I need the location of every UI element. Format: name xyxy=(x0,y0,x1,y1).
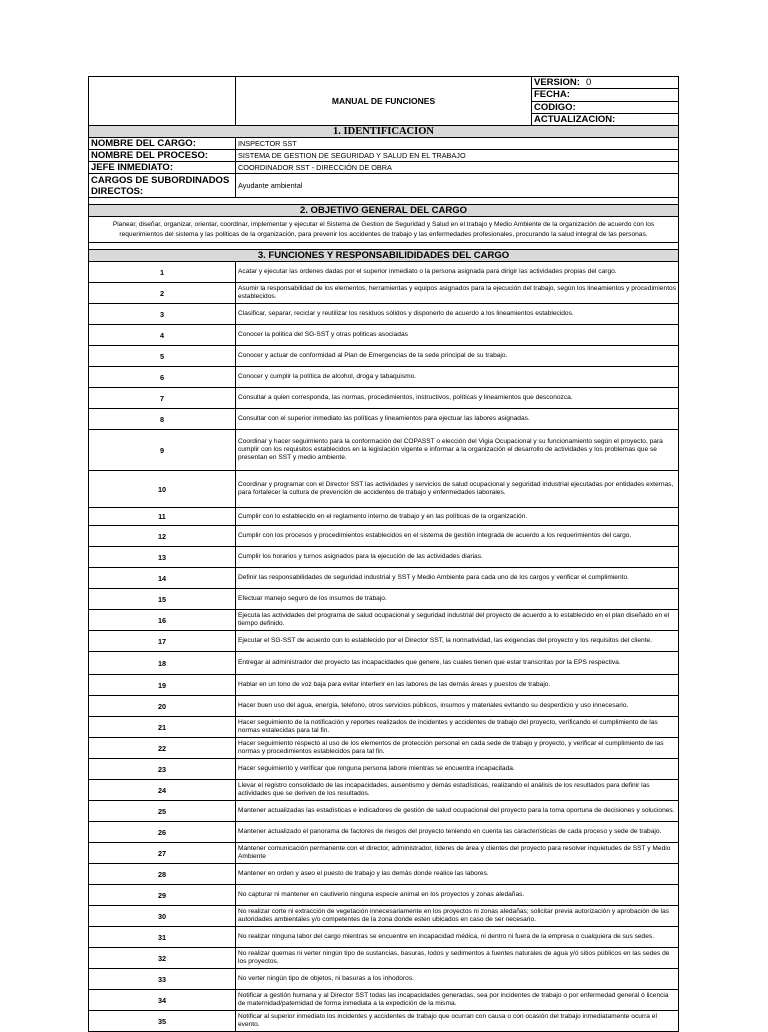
jefe-value: COORDINADOR SST - DIRECCIÓN DE OBRA xyxy=(236,162,679,174)
function-row xyxy=(89,948,679,969)
function-number: 32 xyxy=(89,948,236,969)
function-row xyxy=(89,325,679,346)
spacer xyxy=(89,198,679,205)
function-row xyxy=(89,526,679,547)
function-row xyxy=(89,717,679,738)
function-text: No capturar ni mantener en cautiverio ninguna especie animal en los proyectos y zonas aledañas. xyxy=(236,885,679,906)
function-row xyxy=(89,304,679,325)
objetivo-text: Planear, diseñar, organizar, orientar, coordinar, implementar y ejecutar el Sistema de Gestion de Seguridad y Salud en el trabajo y Medio Ambiente de la organización de acuerdo con los requerimientos del sistema y las politicas de la organización, para prevenir los accidentes de trabajo y las enfermedades profesionales, procurando la salud integral de las personas. xyxy=(89,217,679,243)
function-number: 6 xyxy=(89,367,236,388)
function-row xyxy=(89,547,679,568)
function-row xyxy=(89,346,679,367)
function-number: 9 xyxy=(89,430,236,471)
cargo-value: INSPECTOR SST xyxy=(236,138,679,150)
function-text: No realizar corte ni extracción de vegetación innecesariamente en los proyectos ni zonas aledañas; solicitar previa autorización y aprobación de las autoridades ambientales y/o competentes de la zona donde esten ubicados en caso de ser necesario. xyxy=(236,906,679,927)
function-number: 34 xyxy=(89,990,236,1011)
function-text: Ejecuta las actividades del programa de salud ocupacional y seguridad industrial del proyecto de acuerdo a lo establecido en el plan diseñado en el tiempo definido. xyxy=(236,610,679,631)
identification-table xyxy=(88,125,679,262)
function-text: Efectuar manejo seguro de los insumos de trabajo. xyxy=(236,589,679,610)
function-number: 5 xyxy=(89,346,236,367)
function-number: 3 xyxy=(89,304,236,325)
function-number: 17 xyxy=(89,631,236,652)
function-row xyxy=(89,262,679,283)
cargo-label: NOMBRE DEL CARGO: xyxy=(89,138,236,150)
function-number: 2 xyxy=(89,283,236,304)
function-number: 13 xyxy=(89,547,236,568)
function-text: Mantener comunicación permanente con el director, administrador, líderes de área y clientes del proyecto para resolver inquietudes de SST y Medio Ambiente xyxy=(236,843,679,864)
function-number: 1 xyxy=(89,262,236,283)
function-row xyxy=(89,864,679,885)
function-text: Hacer seguimiento respecto al uso de los elementos de protección personal en cada sede de trabajo y proyecto, y verificar el cumplimiento de las normas y procedimientos establecidos para tal fin. xyxy=(236,738,679,759)
subordinados-value: Ayudante ambiental xyxy=(236,174,679,198)
function-row xyxy=(89,990,679,1011)
function-number: 8 xyxy=(89,409,236,430)
function-row xyxy=(89,508,679,526)
function-number: 21 xyxy=(89,717,236,738)
codigo-field: CODIGO: xyxy=(532,101,679,113)
function-number: 16 xyxy=(89,610,236,631)
function-row xyxy=(89,589,679,610)
function-number: 20 xyxy=(89,696,236,717)
function-text: Asumir la responsabilidad de los elementos, herramientas y equipos asignados para la ejecución del trabajo, según los lineamientos y procedimientos establecidos. xyxy=(236,283,679,304)
function-row xyxy=(89,367,679,388)
function-text: No realizar quemas ni verter ningún tipo de sustancias, basuras, lodos y sedimentos a fuentes naturales de agua y/ó sitios públicos en las sedes de los proyectos. xyxy=(236,948,679,969)
function-row xyxy=(89,969,679,990)
proceso-label: NOMBRE DEL PROCESO: xyxy=(89,150,236,162)
function-text: Mantener actualizadas las estadísticas e indicadores de gestión de salud ocupacional del proyecto para la toma oportuna de decisiones y soluciones. xyxy=(236,801,679,822)
function-row xyxy=(89,388,679,409)
function-row xyxy=(89,471,679,508)
function-text: Hacer buen uso del agua, energía, telefono, otros servicios públicos, insumos y materiales evitando su desperdicio y uso innecesario. xyxy=(236,696,679,717)
function-row xyxy=(89,1011,679,1032)
function-text: Hacer seguimiento de la notificación y reportes realizados de incidentes y accidentes de trabajo del proyecto, verificando el cumplimiento de las normas estalecidas para tal fin. xyxy=(236,717,679,738)
actualizacion-field: ACTUALIZACION: xyxy=(532,113,679,125)
function-row xyxy=(89,801,679,822)
function-number: 23 xyxy=(89,759,236,780)
function-text: Conocer la politica del SG-SST y otras politicas asociadas xyxy=(236,325,679,346)
function-text: No verter ningún tipo de objetos, ni basuras a los inhodoros. xyxy=(236,969,679,990)
function-text: Hablar en un tono de voz baja para evitar interferir en las labores de las demás áreas y puestos de trabajo. xyxy=(236,675,679,696)
function-number: 35 xyxy=(89,1011,236,1032)
functions-manual-sheet xyxy=(88,76,678,1032)
function-text: Clasificar, separar, reciclar y reutilizar los residuos sólidos y disponerlo de acuerdo a los lineamientos establecidos. xyxy=(236,304,679,325)
function-number: 14 xyxy=(89,568,236,589)
function-row xyxy=(89,652,679,675)
function-text: Mantener en orden y aseo el puesto de trabajo y las demás donde realice las labores. xyxy=(236,864,679,885)
function-row xyxy=(89,738,679,759)
function-number: 24 xyxy=(89,780,236,801)
jefe-label: JEFE INMEDIATO: xyxy=(89,162,236,174)
function-number: 31 xyxy=(89,927,236,948)
subordinados-label: CARGOS DE SUBORDINADOS DIRECTOS: xyxy=(89,174,236,198)
function-row xyxy=(89,283,679,304)
function-text: Entregar al administrador del proyecto las incapacidades que genere, las cuales tienen que estar transcritas por la EPS respectiva. xyxy=(236,652,679,675)
function-row xyxy=(89,906,679,927)
function-text: Ejecutar el SG-SST de acuerdo con lo establecido por el Director SST, la normatividad, las exigencias del proyecto y los requisitos del cliente. xyxy=(236,631,679,652)
logo-cell xyxy=(89,77,236,126)
version-field: VERSION: 0 xyxy=(532,77,679,89)
section-funciones-title: 3. FUNCIONES Y RESPONSABILIDIDADES DEL CARGO xyxy=(89,250,679,262)
function-number: 30 xyxy=(89,906,236,927)
function-text: Notificar a gestión humana y al Director SST todas las incapacidades generadas, sea por incidentes de trabajo o por enfermedad general ó licencia de maternidad/paternidad de forma inmediata a la expedición de la misma. xyxy=(236,990,679,1011)
function-number: 4 xyxy=(89,325,236,346)
function-text: Conocer y cumplir la política de alcohol, droga y tabaquismo. xyxy=(236,367,679,388)
function-text: Notificar al superior inmediato los incidentes y accidentes de trabajo que ocurran con causa o con ocasión del trabajo inmediatamente ocurra el evento. xyxy=(236,1011,679,1032)
function-row xyxy=(89,822,679,843)
function-row xyxy=(89,675,679,696)
function-row xyxy=(89,430,679,471)
proceso-value: SISTEMA DE GESTION DE SEGURIDAD Y SALUD EN EL TRABAJO xyxy=(236,150,679,162)
function-row xyxy=(89,780,679,801)
function-text: Coordinar y hacer seguimiento para la conformación del COPASST o elección del Vigia Ocupacional y su funcionamiento según el proyecto, para cumplir con los requisitos establecidos en la legislación vigente e informar a la organización el desarrollo de actividades y los problemas que se presentan en SST y medio ambiente. xyxy=(236,430,679,471)
function-row xyxy=(89,696,679,717)
function-text: Cumplir con lo establecido en el reglamento interno de trabajo y en las políticas de la organización. xyxy=(236,508,679,526)
header-table xyxy=(88,76,679,126)
function-row xyxy=(89,631,679,652)
function-number: 7 xyxy=(89,388,236,409)
function-text: No realizar ninguna labor del cargo mientras se encuentre en incapacidad médica, ni dentro ni fuera de la empresa o cualquiera de sus sedes. xyxy=(236,927,679,948)
function-row xyxy=(89,843,679,864)
fecha-field: FECHA: xyxy=(532,89,679,101)
function-number: 33 xyxy=(89,969,236,990)
function-row xyxy=(89,885,679,906)
function-text: Consultar a quien corresponda, las normas, procedimientos, instructivos, políticas y lineamientos que desconozca. xyxy=(236,388,679,409)
function-row xyxy=(89,568,679,589)
function-row xyxy=(89,759,679,780)
function-text: Acatar y ejecutar las ordenes dadas por el superior inmediato o la persona asignada para dirigir las actividades propias del cargo. xyxy=(236,262,679,283)
function-text: Conocer y actuar de conformidad al Plan de Emergencias de la sede principal de su trabajo. xyxy=(236,346,679,367)
function-text: Coordinar y programar con el Director SST las actividades y servicios de salud ocupacional y seguridad industrial ejecutadas por entidades externas, para fortalecer la cultura de prevención de accidentes de trabajo y enfermedades laborales. xyxy=(236,471,679,508)
function-row xyxy=(89,610,679,631)
function-number: 19 xyxy=(89,675,236,696)
function-number: 11 xyxy=(89,508,236,526)
function-number: 28 xyxy=(89,864,236,885)
function-number: 26 xyxy=(89,822,236,843)
spacer xyxy=(89,243,679,250)
function-number: 22 xyxy=(89,738,236,759)
function-number: 25 xyxy=(89,801,236,822)
function-number: 18 xyxy=(89,652,236,675)
function-text: Consultar con el superior inmediato las políticas y lineamientos para ejectuar las labores asignadas. xyxy=(236,409,679,430)
function-number: 15 xyxy=(89,589,236,610)
function-text: Cumplir los horarios y turnos asignados para la ejecución de las actividades diarias. xyxy=(236,547,679,568)
function-text: Definir las responsabilidades de seguridad industrial y SST y Medio Ambiente para cada uno de los cargos y verificar el cumplimiento. xyxy=(236,568,679,589)
function-number: 10 xyxy=(89,471,236,508)
function-number: 29 xyxy=(89,885,236,906)
function-number: 12 xyxy=(89,526,236,547)
function-text: Cumplir con los procesos y procedimientos establecidos en el sistema de gestión integrada de acuerdo a los requerimientos del cargo. xyxy=(236,526,679,547)
function-text: Hacer seguimiento y verificar que ninguna persona labore mientras se encuentra incapacitada. xyxy=(236,759,679,780)
function-row xyxy=(89,927,679,948)
functions-table xyxy=(88,261,679,1032)
section-identificacion-title: 1. IDENTIFICACION xyxy=(89,126,679,138)
document-title: MANUAL DE FUNCIONES xyxy=(236,77,532,126)
function-text: Llevar el registro consolidado de las incapacidades, ausentismo y demás estadísticas, realizando el análisis de los resultados para definir las actividades que se deriven de los resultados. xyxy=(236,780,679,801)
function-row xyxy=(89,409,679,430)
function-text: Mantener actualizado el panorama de factores de riesgos del proyecto teniendo en cuenta las características de cada proceso y sede de trabajo. xyxy=(236,822,679,843)
section-objetivo-title: 2. OBJETIVO GENERAL DEL CARGO xyxy=(89,205,679,217)
function-number: 27 xyxy=(89,843,236,864)
